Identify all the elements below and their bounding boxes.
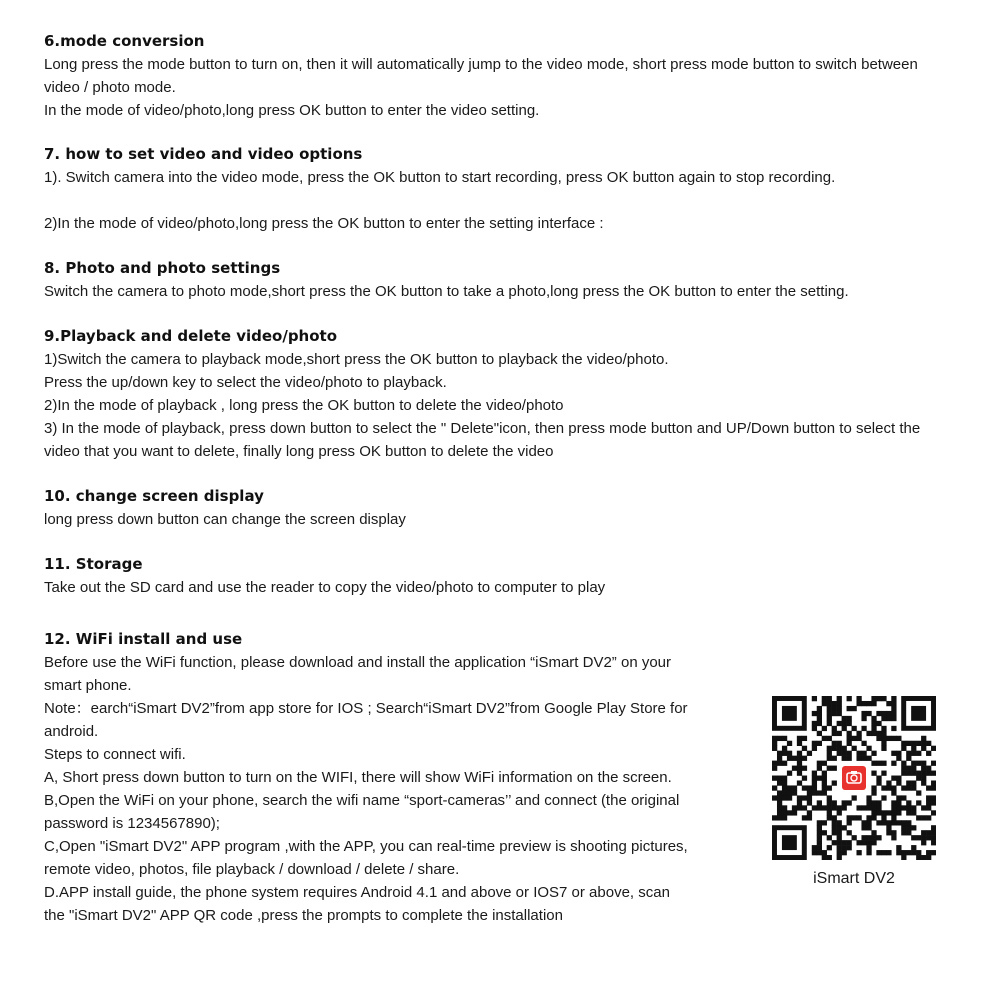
paragraph-line: Press the up/down key to select the video/photo to playback.: [44, 374, 447, 391]
paragraph-line: long press down button can change the screen display: [44, 511, 406, 528]
section-mode-conversion: [44, 30, 918, 122]
paragraph-line: Note：earch“iSmart DV2”from app store for IOS ; Search“iSmart DV2”from Google Play Store for: [44, 700, 688, 717]
paragraph-line: Switch the camera to photo mode,short press the OK button to take a photo,long press the OK button to enter the setting.: [44, 283, 849, 300]
paragraph-line: Long press the mode button to turn on, then it will automatically jump to the video mode, short press mode button to switch between: [44, 56, 918, 73]
paragraph-line: 2)In the mode of video/photo,long press the OK button to enter the setting interface :: [44, 215, 604, 232]
paragraph-line: smart phone.: [44, 677, 132, 694]
section-playback-delete: [44, 325, 920, 463]
app-qr-block: [772, 696, 936, 890]
section-storage: [44, 553, 605, 599]
paragraph-line: D.APP install guide, the phone system requires Android 4.1 and above or IOS7 or above, scan: [44, 884, 670, 901]
paragraph-line: C,Open "iSmart DV2" APP program ,with the APP, you can real-time preview is shooting pictures,: [44, 838, 688, 855]
qr-caption: iSmart DV2: [813, 870, 895, 887]
section-heading: 8. Photo and photo settings: [44, 259, 281, 277]
paragraph-line: 1). Switch camera into the video mode, press the OK button to start recording, press OK button again to stop recording.: [44, 169, 836, 186]
paragraph-line: password is 1234567890);: [44, 815, 220, 832]
section-heading: 11. Storage: [44, 555, 143, 573]
app-qr-code: [772, 696, 936, 860]
section-photo-settings: [44, 257, 849, 303]
paragraph-line: 3) In the mode of playback, press down button to select the " Delete"icon, then press mode button and UP/Down button to select the: [44, 420, 921, 437]
paragraph-line: Steps to connect wifi.: [44, 746, 186, 763]
paragraph-line: 1)Switch the camera to playback mode,short press the OK button to playback the video/photo.: [44, 351, 669, 368]
section-heading: 9.Playback and delete video/photo: [44, 327, 338, 345]
paragraph-line: android.: [44, 723, 99, 740]
section-heading: 7. how to set video and video options: [44, 145, 363, 163]
paragraph-line: A, Short press down button to turn on the WIFI, there will show WiFi information on the screen.: [44, 769, 672, 786]
section-video-options: [44, 143, 835, 235]
paragraph-line: video / photo mode.: [44, 79, 176, 96]
section-screen-display: [44, 485, 406, 531]
section-heading: 10. change screen display: [44, 487, 264, 505]
camera-app-icon: [840, 764, 868, 792]
section-heading: 6.mode conversion: [44, 32, 205, 50]
paragraph-line: B,Open the WiFi on your phone, search the wifi name “sport-cameras’’ and connect (the original: [44, 792, 680, 809]
paragraph-line: 2)In the mode of playback , long press the OK button to delete the video/photo: [44, 397, 564, 414]
section-wifi-install: [44, 628, 688, 927]
paragraph-line: the "iSmart DV2" APP QR code ,press the prompts to complete the installation: [44, 907, 563, 924]
paragraph-line: Take out the SD card and use the reader to copy the video/photo to computer to play: [44, 579, 606, 596]
section-heading: 12. WiFi install and use: [44, 630, 243, 648]
paragraph-line: In the mode of video/photo,long press OK button to enter the video setting.: [44, 102, 540, 119]
paragraph-line: Before use the WiFi function, please download and install the application “iSmart DV2” on your: [44, 654, 672, 671]
paragraph-line: video that you want to delete, finally long press OK button to delete the video: [44, 443, 554, 460]
paragraph-line: remote video, photos, file playback / download / delete / share.: [44, 861, 460, 878]
